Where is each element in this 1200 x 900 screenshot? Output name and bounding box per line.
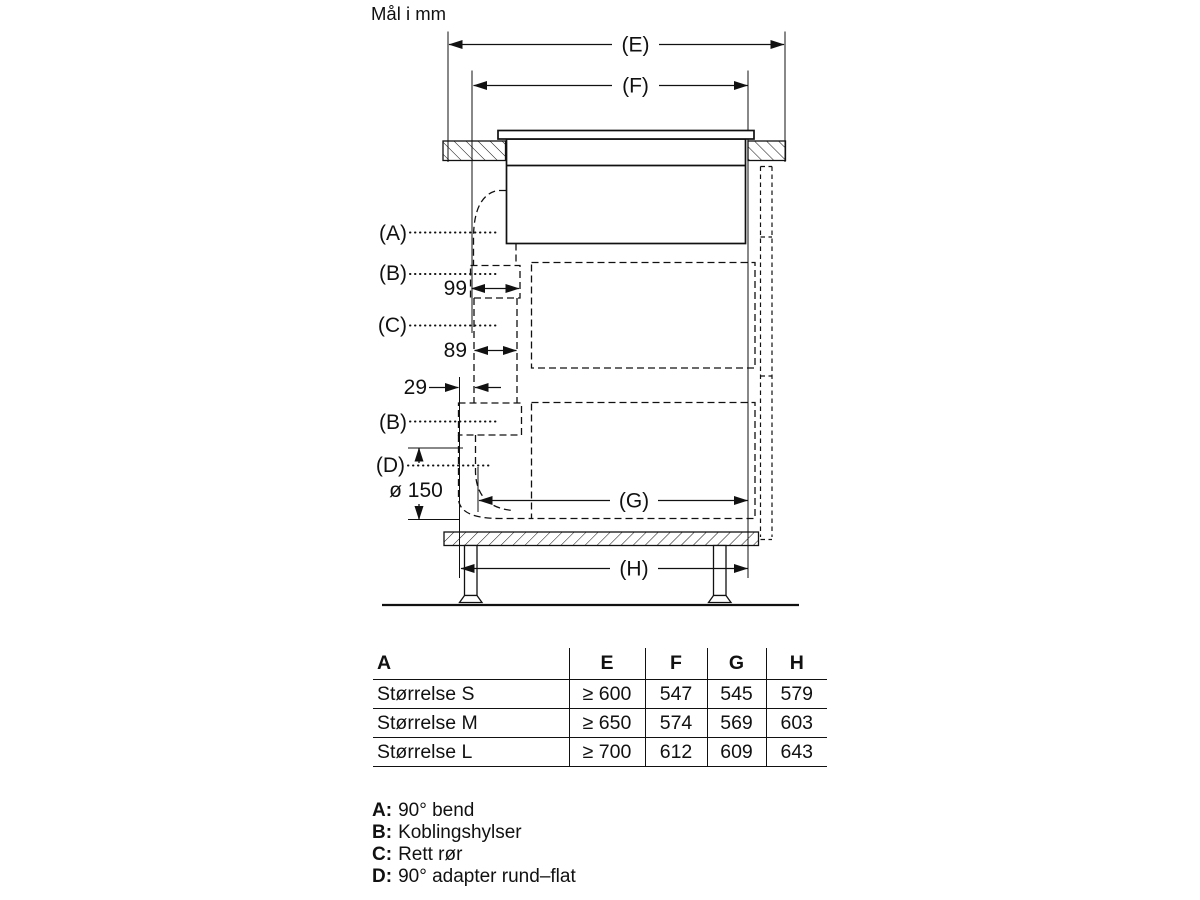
dimension-g — [478, 467, 748, 513]
size-l-e: ≥ 700 — [569, 738, 645, 767]
component-labels — [376, 222, 519, 578]
table-row-size-m — [373, 709, 827, 738]
measure-diameter-label: ø 150 — [389, 479, 443, 502]
table-header-f: F — [645, 648, 707, 680]
size-l-g: 609 — [707, 738, 766, 767]
duct-right-channel-joints — [761, 167, 773, 540]
plinth — [444, 532, 759, 546]
dimension-f-label: (F) — [622, 74, 649, 98]
size-m-name: Størrelse M — [373, 709, 569, 738]
legend-text-d: 90° adapter rund–flat — [398, 866, 576, 887]
measure-99-label: 99 — [443, 277, 467, 300]
legend-item-b — [372, 822, 576, 844]
hob-body — [507, 139, 746, 244]
size-l-name: Størrelse L — [373, 738, 569, 767]
table-row-size-l — [373, 738, 827, 767]
size-m-h: 603 — [766, 709, 827, 738]
table-row-size-s — [373, 680, 827, 709]
coupling-sleeve-upper — [471, 266, 521, 299]
size-s-f: 547 — [645, 680, 707, 709]
measure-29-label: 29 — [403, 376, 427, 399]
size-s-e: ≥ 600 — [569, 680, 645, 709]
table-header-g: G — [707, 648, 766, 680]
legend-key-d: D: — [372, 866, 393, 887]
legend — [372, 800, 576, 888]
legend-key-c: C: — [372, 844, 393, 865]
worktop-right-section — [748, 141, 786, 161]
adapter-inner-wall — [476, 435, 515, 511]
size-m-g: 569 — [707, 709, 766, 738]
cabinet-recesses — [532, 263, 756, 519]
hob-unit — [498, 131, 754, 244]
size-m-f: 574 — [645, 709, 707, 738]
measure-89-label: 89 — [443, 339, 467, 362]
size-l-f: 612 — [645, 738, 707, 767]
dimension-h — [461, 557, 748, 581]
legend-key-b: B: — [372, 822, 393, 843]
dimension-e-label: (E) — [621, 33, 650, 57]
duct-bend-outer-wall — [474, 191, 507, 266]
hob-top-plate — [498, 131, 754, 140]
size-m-e: ≥ 650 — [569, 709, 645, 738]
leg-right — [714, 546, 727, 596]
legend-key-a: A: — [372, 800, 393, 821]
label-b-upper: (B) — [379, 262, 407, 285]
recess-upper — [532, 263, 756, 369]
legend-item-a — [372, 800, 576, 822]
legend-text-b: Koblingshylser — [398, 822, 522, 843]
size-s-h: 579 — [766, 680, 827, 709]
size-l-h: 643 — [766, 738, 827, 767]
label-b-lower: (B) — [379, 411, 407, 434]
foot-right — [709, 596, 732, 603]
label-d: (D) — [375, 454, 405, 477]
duct-right-channel — [761, 167, 773, 540]
size-s-g: 545 — [707, 680, 766, 709]
legend-item-d — [372, 866, 576, 888]
leg-left — [465, 546, 478, 596]
dimension-table — [373, 648, 827, 767]
worktop-left-section — [443, 141, 506, 161]
table-header-e: E — [569, 648, 645, 680]
table-header-h: H — [766, 648, 827, 680]
dimension-h-label: (H) — [619, 557, 649, 581]
legend-item-c — [372, 844, 576, 866]
table-header-a: A — [373, 648, 569, 680]
legend-text-a: 90° bend — [398, 800, 475, 821]
table-header-row — [373, 648, 827, 680]
legend-text-c: Rett rør — [398, 844, 463, 865]
duct-right-channel-walls — [761, 167, 773, 538]
size-s-name: Størrelse S — [373, 680, 569, 709]
label-c: (C) — [377, 314, 407, 337]
foot-left — [460, 596, 483, 603]
label-a: (A) — [379, 222, 407, 245]
coupling-sleeve-lower — [459, 403, 522, 435]
drawing-units-title: Mål i mm — [371, 3, 447, 24]
dimension-g-label: (G) — [618, 489, 650, 513]
